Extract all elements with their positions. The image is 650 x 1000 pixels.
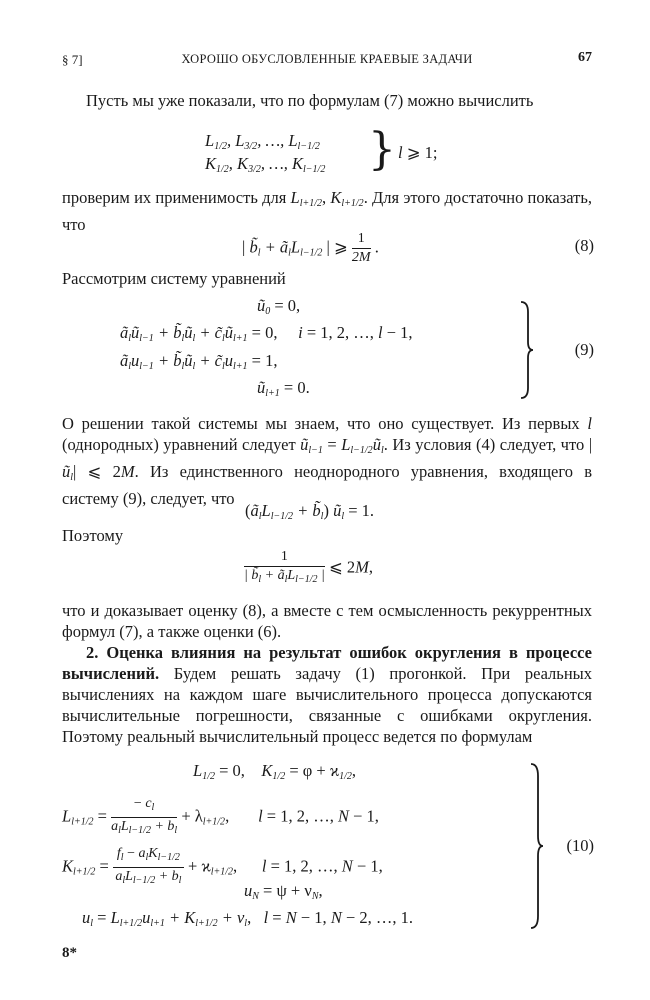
formula-K-list: $K_{1/2}$, $K_{3/2}$, …, $K_{l-1/2}$: [205, 154, 326, 175]
equation-8: | $b̃_l$ + $ã_lL_{l-1/2}$ | ⩾ $\frac{1}{2M}$ .: [242, 231, 379, 265]
equation-10-brace: [528, 762, 544, 930]
section-number: § 7]: [62, 52, 83, 67]
paragraph-7: [62, 642, 592, 747]
equation-8-label: (8): [574, 236, 594, 255]
equation-9-line-2: $ã_lũ_{l-1}$ + $b̃_lũ_l$ + $c̃_lũ_{l+1} = 0$, i = 1, 2, …, l − 1,: [120, 323, 413, 344]
paragraph-4: О решении такой системы мы знаем, что оно существует. Из первых l (однородных) уравнений следует $ũ_{l-1}$ = $L_{l-1/2}ũ_l$. Из условия (4) следует, что $|ũ_l|$ ⩽ 2M. Из единственного неоднородного уравнения, входящего в систему (9), следует, что: [62, 414, 592, 508]
equation-10-line-1: $L_{1/2} = 0$, $K_{1/2} = \varphi + ϰ_{1/2}$,: [193, 761, 356, 782]
running-header: [62, 50, 592, 70]
paragraph-5: Поэтому: [62, 526, 124, 545]
equation-10-line-2: $L_{l+1/2}$ = $\frac{- c_l}{a_lL_{l-1/2} + b_l}$ + $\lambda_{l+1/2}$, l = 1, 2, …, N − 1,: [62, 796, 379, 836]
equation-10-line-5: $u_l = L_{l+1/2}u_{l+1} + K_{l+1/2} + \nu_l$, l = N − 1, N − 2, …, 1.: [82, 908, 414, 929]
page-number: 67: [578, 50, 592, 65]
equation-bound: $\frac{1}{| b̃_l + ã_lL_{l-1/2} |}$ ⩽ 2M,: [244, 549, 374, 585]
running-title: ХОРОШО ОБУСЛОВЛЕННЫЕ КРАЕВЫЕ ЗАДАЧИ: [181, 52, 473, 66]
equation-10-label: (10): [566, 836, 594, 855]
equation-9-brace: [518, 300, 534, 400]
equation-9-label: (9): [574, 340, 594, 359]
formula-L-list: $L_{1/2}$, $L_{3/2}$, …, $L_{l-1/2}$: [205, 131, 320, 152]
equation-10-line-4: $u_N = \psi + \nu_N$,: [244, 881, 323, 902]
equation-10-line-3: $K_{l+1/2}$ = $\frac{f_l - a_lK_{l-1/2}}{a_lL_{l-1/2} + b_l}$ + $ϰ_{l+1/2}$, l = 1, 2, …, N − 1,: [62, 846, 383, 886]
equation-9-line-3: $ã_lu_{l-1}$ + $b̃_lũ_l$ + $c̃_lu_{l+1} = 1$,: [120, 351, 278, 372]
paragraph-3: Рассмотрим систему уравнений: [62, 269, 286, 288]
equation-9-line-1: $ũ_0 = 0$,: [257, 296, 301, 317]
paragraph-6: что и доказывает оценку (8), а вместе с тем осмысленность рекуррентных формул (7), а также оценки (6).: [62, 601, 592, 641]
subsection-heading: 2. Оценка влияния на результат ошибок округления в процессе вычислений.: [62, 643, 592, 683]
paragraph-7-body: Будем решать задачу (1) прогонкой. При реальных вычислениях на каждом шаге вычислительного процесса допускаются вычислительные погрешности, связанные с ошибками округления. Поэтому реальный вычислительный процесс ведется по формулам: [62, 664, 592, 746]
paragraph-2: проверим их применимость для $L_{l+1/2}$, $K_{l+1/2}$. Для этого достаточно показать, что: [62, 188, 592, 234]
signature-mark: 8*: [62, 945, 77, 961]
right-brace: }: [368, 124, 396, 175]
equation-a-b-u: ($ã_lL_{l-1/2}$ + $b̃_l$) $ũ_l = 1$.: [245, 501, 375, 522]
formula-l-condition: l ⩾ 1;: [398, 143, 438, 162]
paragraph-1: Пусть мы уже показали, что по формулам (7) можно вычислить: [86, 91, 534, 110]
equation-9-line-4: $ũ_{l+1} = 0$.: [257, 378, 310, 399]
